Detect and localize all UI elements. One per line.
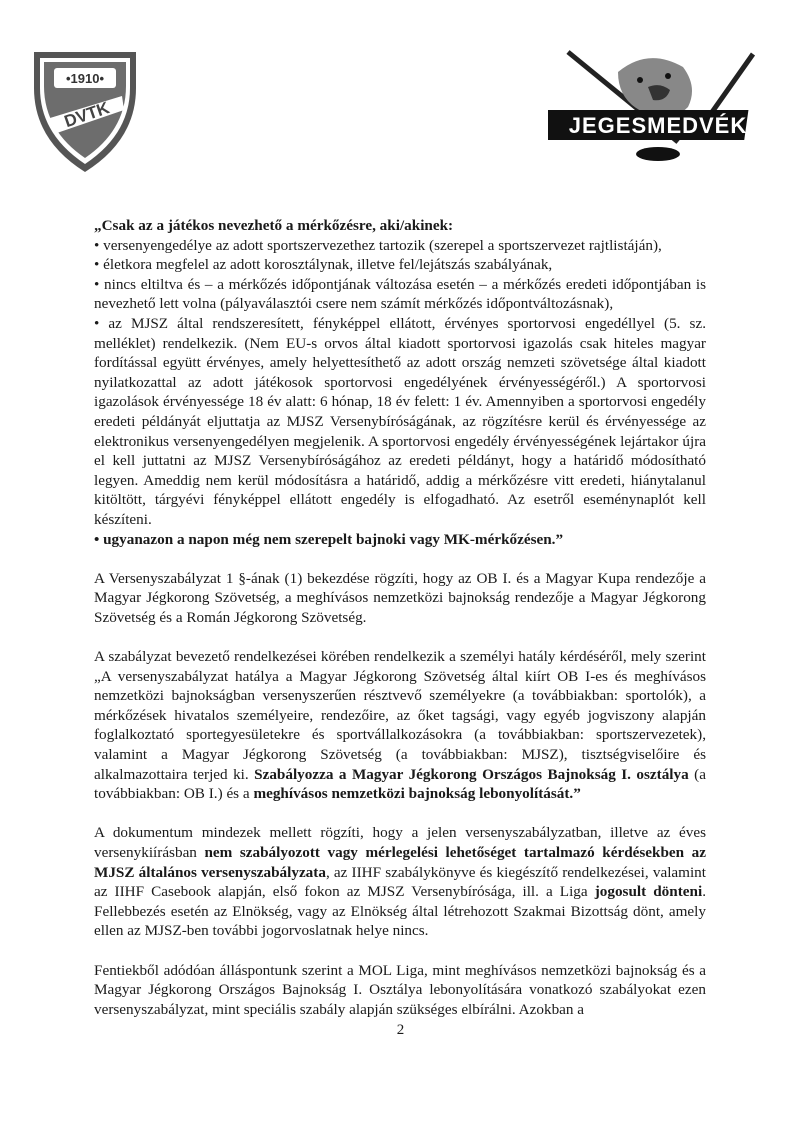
quote-bullet: • életkora megfelel az adott korosztálynak, illetve fel/lejátszás szabályának,: [94, 256, 553, 274]
quote-bullet: • ugyanazon a napon még nem szerepelt bajnoki vagy MK-mérkőzésen.”: [94, 530, 564, 548]
bold-run: nem szabályozott vagy mérlegelési lehetőséget tartalmazó kérdésekben az MJSZ általános versenyszabályzata: [94, 844, 706, 881]
paragraph-1: A Versenyszabályzat 1 §-ának (1) bekezdése rögzíti, hogy az OB I. és a Magyar Kupa rendezője a Magyar Jégkorong Szövetség, a meghívásos nemzetközi bajnokság rendezője a Magyar Jégkorong Szövetség és a Román Jégkorong Szövetség.: [94, 569, 706, 626]
quote-bullet: • versenyengedélye az adott sportszervezethez tartozik (szerepel a sportszervezet rajtlistáján),: [94, 236, 662, 254]
quote-bullet: • az MJSZ által rendszeresített, fényképpel ellátott, érvényes sportorvosi engedéllyel (5. sz. melléklet) rendelkezik. (Nem EU-s orvos által kiadott sportorvosi igazolás csak hiteles magyar fordítással együtt érvényes, amely helyettesíthető az adott ország nemzeti szövetsége által kiadott nyilatkozattal az adott játékosok sportorvosi engedélyének érvényességéről.) A sportorvosi igazolások érvényessége 18 év alatt: 6 hónap, 18 év felett: 1 év. Amennyiben a sportorvosi engedély eredeti példányát eljuttatja az MJSZ Versenybíróságának, az rögzítésre kerül és érvényessége az elektronikus versenyengedélyen megjelenik. A sportorvosi engedély érvényességének lejártakor újra el kell juttatni az MJSZ Versenybíróságához az eredeti példányt, hogy a határidő módosítható legyen. Ameddig nem kerül módosításra a határidő, addig a mérkőzésre vitt eredeti, hiánytalanul kitöltött, tárgyévi fényképpel ellátott engedély is elfogadható. Az esetről eseménynaplót kell készíteni.: [94, 314, 706, 528]
jegesmedvek-logo: [548, 42, 763, 172]
paragraph-2: [94, 647, 706, 804]
paragraph-3: [94, 823, 706, 941]
text-run: A dokumentum mindezek mellett rögzíti, hogy a jelen versenyszabályzatban, illetve az éves versenykiírásban: [94, 824, 706, 861]
page-number: 2: [396, 1022, 405, 1038]
text-run: , az IIHF szabálykönyve és kiegészítő rendelkezései, valamint az IIHF Casebook alapján, első fokon az MJSZ Versenybírósága, ill. a Liga: [94, 863, 706, 901]
bold-run: jogosult dönteni: [594, 883, 703, 901]
dvtk-year: •1910•: [65, 71, 105, 86]
dvtk-logo: [30, 48, 140, 176]
bold-run: Szabályozza a Magyar Jégkorong Országos Bajnokság I. osztálya: [254, 765, 689, 783]
text-run: . Fellebbezés esetén az Elnökség, vagy az Elnökség által létrehozott Szakmai Bizottság dönt, amely ellen az MJSZ-ben további jogorvoslatnak helye nincs.: [94, 883, 706, 940]
paragraph-4: Fentiekből adódóan álláspontunk szerint a MOL Liga, mint meghívásos nemzetközi bajnokság és a Magyar Jégkorong Országos Bajnokság I. Osztálya lebonyolítására vonatkozó szabályokat ezen versenyszabályzat, mint speciális szabály alapján szükséges elbírálni. Azokban a: [94, 961, 706, 1018]
jegesmedvek-text: JEGESMEDVÉK: [568, 113, 748, 138]
quote-heading: „Csak az a játékos nevezhető a mérkőzésre, aki/akinek:: [94, 217, 454, 234]
bold-run: meghívásos nemzetközi bajnokság lebonyolítását.”: [253, 785, 581, 803]
document-body: [94, 216, 706, 1019]
quote-bullet: • nincs eltiltva és – a mérkőzés időpontjának változása esetén – a mérkőzés eredeti időpontjában is nevezhető lett volna (pályaválasztói csere nem számít mérkőzés időpontváltozásnak),: [94, 275, 706, 313]
dvtk-text: DVTK: [61, 98, 112, 132]
text-run: A szabályzat bevezető rendelkezései körében rendelkezik a személyi hatály kérdéséről, mely szerint „A versenyszabályzat hatálya a Magyar Jégkorong Szövetség által kiírt OB I-es és meghívásos nemzetközi bajnokságban versenyszerűen résztvevő személyekre (a továbbiakban: sportolók), a mérkőzések hivatalos személyeire, rendezőire, az őket tagsági, vagy egyéb jogviszony alapján foglalkoztató sportegyesületekre és sportvállalkozásokra (a továbbiakban: sportszervezetek), valamint a Magyar Jégkorong Szövetség (a továbbiakban: MJSZ), tisztségviselőire és alkalmazottaira terjed ki.: [94, 648, 706, 783]
text-run: (a továbbiakban: OB I.) és a: [94, 765, 706, 803]
